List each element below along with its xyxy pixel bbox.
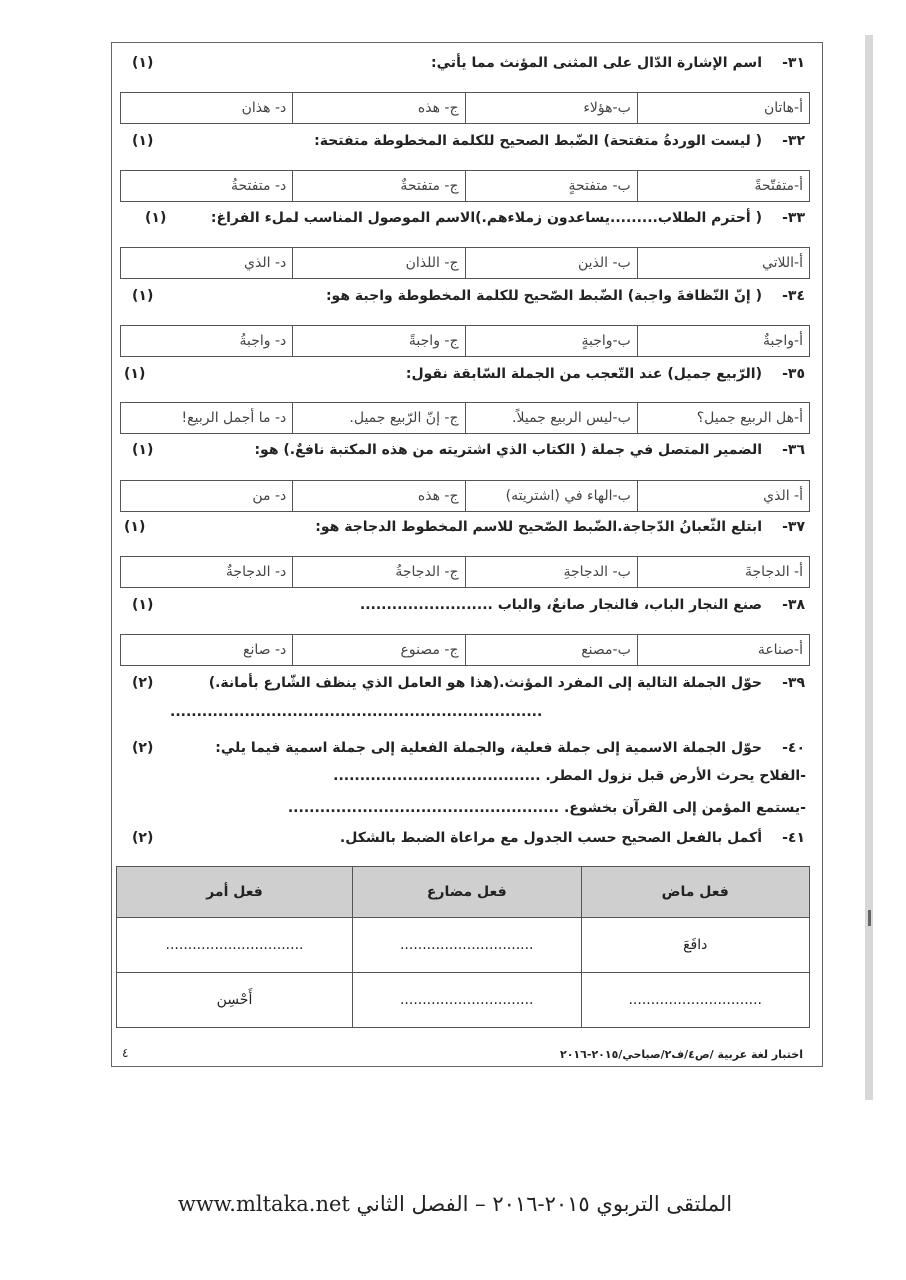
question-text: صنع النجار الباب، فالنجار صانعٌ، والباب ......................... xyxy=(359,597,762,613)
options-38 xyxy=(120,634,810,666)
question-text: ( أحترم الطلاب.........يساعدون زملاءهم.)الاسم الموصول المناسب لملء الفراغ: xyxy=(210,210,762,226)
question-text: ابتلع الثّعبانُ الدّجاجة.الضّبط الصّحيح للاسم المخطوط الدجاجة هو: xyxy=(315,519,762,535)
column-header-present: فعل مضارع xyxy=(353,867,582,918)
option-a[interactable]: أ-متفتّحةً xyxy=(637,171,809,201)
table-cell[interactable]: دافَعَ xyxy=(581,918,810,973)
options-33 xyxy=(120,247,810,279)
option-c[interactable]: ج- هذه xyxy=(292,93,464,123)
answer-line-40a[interactable]: -الفلاح يحرث الأرض قبل نزول المطر. ....................................... xyxy=(333,768,806,784)
table-cell[interactable]: ............................... xyxy=(117,918,353,973)
option-a[interactable]: أ-واجبةٌ xyxy=(637,326,809,356)
question-mark: (١) xyxy=(132,55,154,71)
option-a[interactable]: أ-هل الربيع جميل؟ xyxy=(637,403,809,433)
table-header-row xyxy=(117,867,810,918)
question-text: الضمير المتصل في جملة ( الكتاب الذي اشتريته من هذه المكتبة نافعٌ.) هو: xyxy=(254,442,762,458)
question-32 xyxy=(120,131,810,155)
option-d[interactable]: د- الذي xyxy=(244,255,287,271)
option-c[interactable]: ج- مصنوع xyxy=(292,635,464,665)
question-number: ٣٩- xyxy=(782,675,805,691)
question-number: ٣٨- xyxy=(782,597,805,613)
question-mark: (١) xyxy=(132,133,154,149)
question-39 xyxy=(120,673,810,697)
option-c[interactable]: ج- الدجاجةُ xyxy=(292,557,464,587)
option-c[interactable]: ج- اللذان xyxy=(292,248,464,278)
option-d[interactable]: د- واجبةُ xyxy=(239,333,287,349)
question-number: ٣٢- xyxy=(782,133,805,149)
answer-line-39[interactable]: ...................................................................... xyxy=(170,704,543,720)
question-mark: (١) xyxy=(124,519,146,535)
option-a[interactable]: أ- الذي xyxy=(637,481,809,511)
verbs-table xyxy=(116,866,810,1028)
question-number: ٣٦- xyxy=(782,442,805,458)
question-31 xyxy=(120,53,810,77)
column-header-past: فعل ماض xyxy=(581,867,810,918)
question-number: ٤٠- xyxy=(782,740,805,756)
option-b[interactable]: ب-ليس الربيع جميلاً. xyxy=(465,403,637,433)
question-36 xyxy=(120,440,810,464)
question-number: ٣٧- xyxy=(782,519,805,535)
option-a[interactable]: أ-اللاتي xyxy=(637,248,809,278)
option-b[interactable]: ب-هؤلاء xyxy=(465,93,637,123)
question-34 xyxy=(120,286,810,310)
page-number: ٤ xyxy=(122,1046,129,1060)
question-mark: (١) xyxy=(132,288,154,304)
question-text: (الرّبيع جميل) عند التّعجب من الجملة السّابقة نقول: xyxy=(405,366,762,382)
table-row xyxy=(117,918,810,973)
options-31 xyxy=(120,92,810,124)
option-a[interactable]: أ-صناعة xyxy=(637,635,809,665)
options-32 xyxy=(120,170,810,202)
column-header-imperative: فعل أمر xyxy=(117,867,353,918)
options-36 xyxy=(120,480,810,512)
question-40 xyxy=(120,738,810,762)
answer-line-40b[interactable]: -يستمع المؤمن إلى القرآن بخشوع. ................................................... xyxy=(287,800,806,816)
option-a[interactable]: أ-هاتان xyxy=(637,93,809,123)
option-d[interactable]: د- هذان xyxy=(241,100,287,116)
question-mark: (٢) xyxy=(132,740,154,756)
option-b[interactable]: ب-الهاء في (اشتريته) xyxy=(465,481,637,511)
options-37 xyxy=(120,556,810,588)
question-number: ٣٤- xyxy=(782,288,805,304)
option-c[interactable]: ج- هذه xyxy=(292,481,464,511)
question-text: ( ليست الوردةُ متفتحة) الضّبط الصحيح للكلمة المخطوطة متفتحة: xyxy=(314,133,762,149)
question-mark: (١) xyxy=(145,210,167,226)
question-number: ٣٥- xyxy=(782,366,805,382)
table-row xyxy=(117,973,810,1028)
scan-edge xyxy=(865,35,873,1100)
question-38 xyxy=(120,595,810,619)
table-cell[interactable]: أَحْسِن xyxy=(117,973,353,1028)
table-cell[interactable]: .............................. xyxy=(581,973,810,1028)
option-d[interactable]: د- ما أجمل الربيع! xyxy=(181,410,287,426)
question-text: ( إنّ النّظافةَ واجبة) الضّبط الصّحيح للكلمة المخطوطة واجبة هو: xyxy=(325,288,762,304)
question-text: حوّل الجملة الاسمية إلى جملة فعلية، والجملة الفعلية إلى جملة اسمية فيما يلي: xyxy=(215,740,762,756)
question-text: أكمل بالفعل الصحيح حسب الجدول مع مراعاة الضبط بالشكل. xyxy=(339,830,762,846)
option-b[interactable]: ب- الدجاجةِ xyxy=(465,557,637,587)
question-text: اسم الإشارة الدّال على المثنى المؤنث مما يأتي: xyxy=(431,55,762,71)
options-34 xyxy=(120,325,810,357)
question-33 xyxy=(120,208,810,232)
question-text: حوّل الجملة التالية إلى المفرد المؤنث.(هذا هو العامل الذي ينظف الشّارع بأمانة.) xyxy=(208,675,762,691)
question-number: ٣٣- xyxy=(782,210,805,226)
site-footer-line: الملتقى التربوي ٢٠١٥-٢٠١٦ – الفصل الثاني www.mltaka.net xyxy=(177,1192,733,1216)
question-mark: (١) xyxy=(132,597,154,613)
scan-edge-mark xyxy=(868,910,871,926)
option-b[interactable]: ب-واجبةٍ xyxy=(465,326,637,356)
option-c[interactable]: ج- إنّ الرّبيع جميل. xyxy=(292,403,464,433)
option-c[interactable]: ج- متفتحةٌ xyxy=(292,171,464,201)
question-number: ٣١- xyxy=(782,55,805,71)
question-mark: (١) xyxy=(124,366,146,382)
option-c[interactable]: ج- واجبةً xyxy=(292,326,464,356)
option-b[interactable]: ب- متفتحةٍ xyxy=(465,171,637,201)
options-35 xyxy=(120,402,810,434)
question-41 xyxy=(120,828,810,852)
question-mark: (٢) xyxy=(132,830,154,846)
option-d[interactable]: د- متفتحةُ xyxy=(230,178,287,194)
option-b[interactable]: ب-مصنع xyxy=(465,635,637,665)
question-35 xyxy=(120,364,810,388)
option-d[interactable]: د- الدجاجةٌ xyxy=(225,564,287,580)
table-cell[interactable]: .............................. xyxy=(353,918,582,973)
option-b[interactable]: ب- الذين xyxy=(465,248,637,278)
option-a[interactable]: أ- الدجاجةَ xyxy=(637,557,809,587)
option-d[interactable]: د- صانع xyxy=(243,642,287,658)
option-d[interactable]: د- من xyxy=(252,488,287,504)
question-mark: (١) xyxy=(132,442,154,458)
question-mark: (٢) xyxy=(132,675,154,691)
footer-exam-code: اختبار لغة عربية /ص٤/ف٢/صباحي/٢٠١٥-٢٠١٦ xyxy=(560,1048,803,1061)
table-cell[interactable]: .............................. xyxy=(353,973,582,1028)
question-number: ٤١- xyxy=(782,830,805,846)
question-37 xyxy=(120,517,810,541)
